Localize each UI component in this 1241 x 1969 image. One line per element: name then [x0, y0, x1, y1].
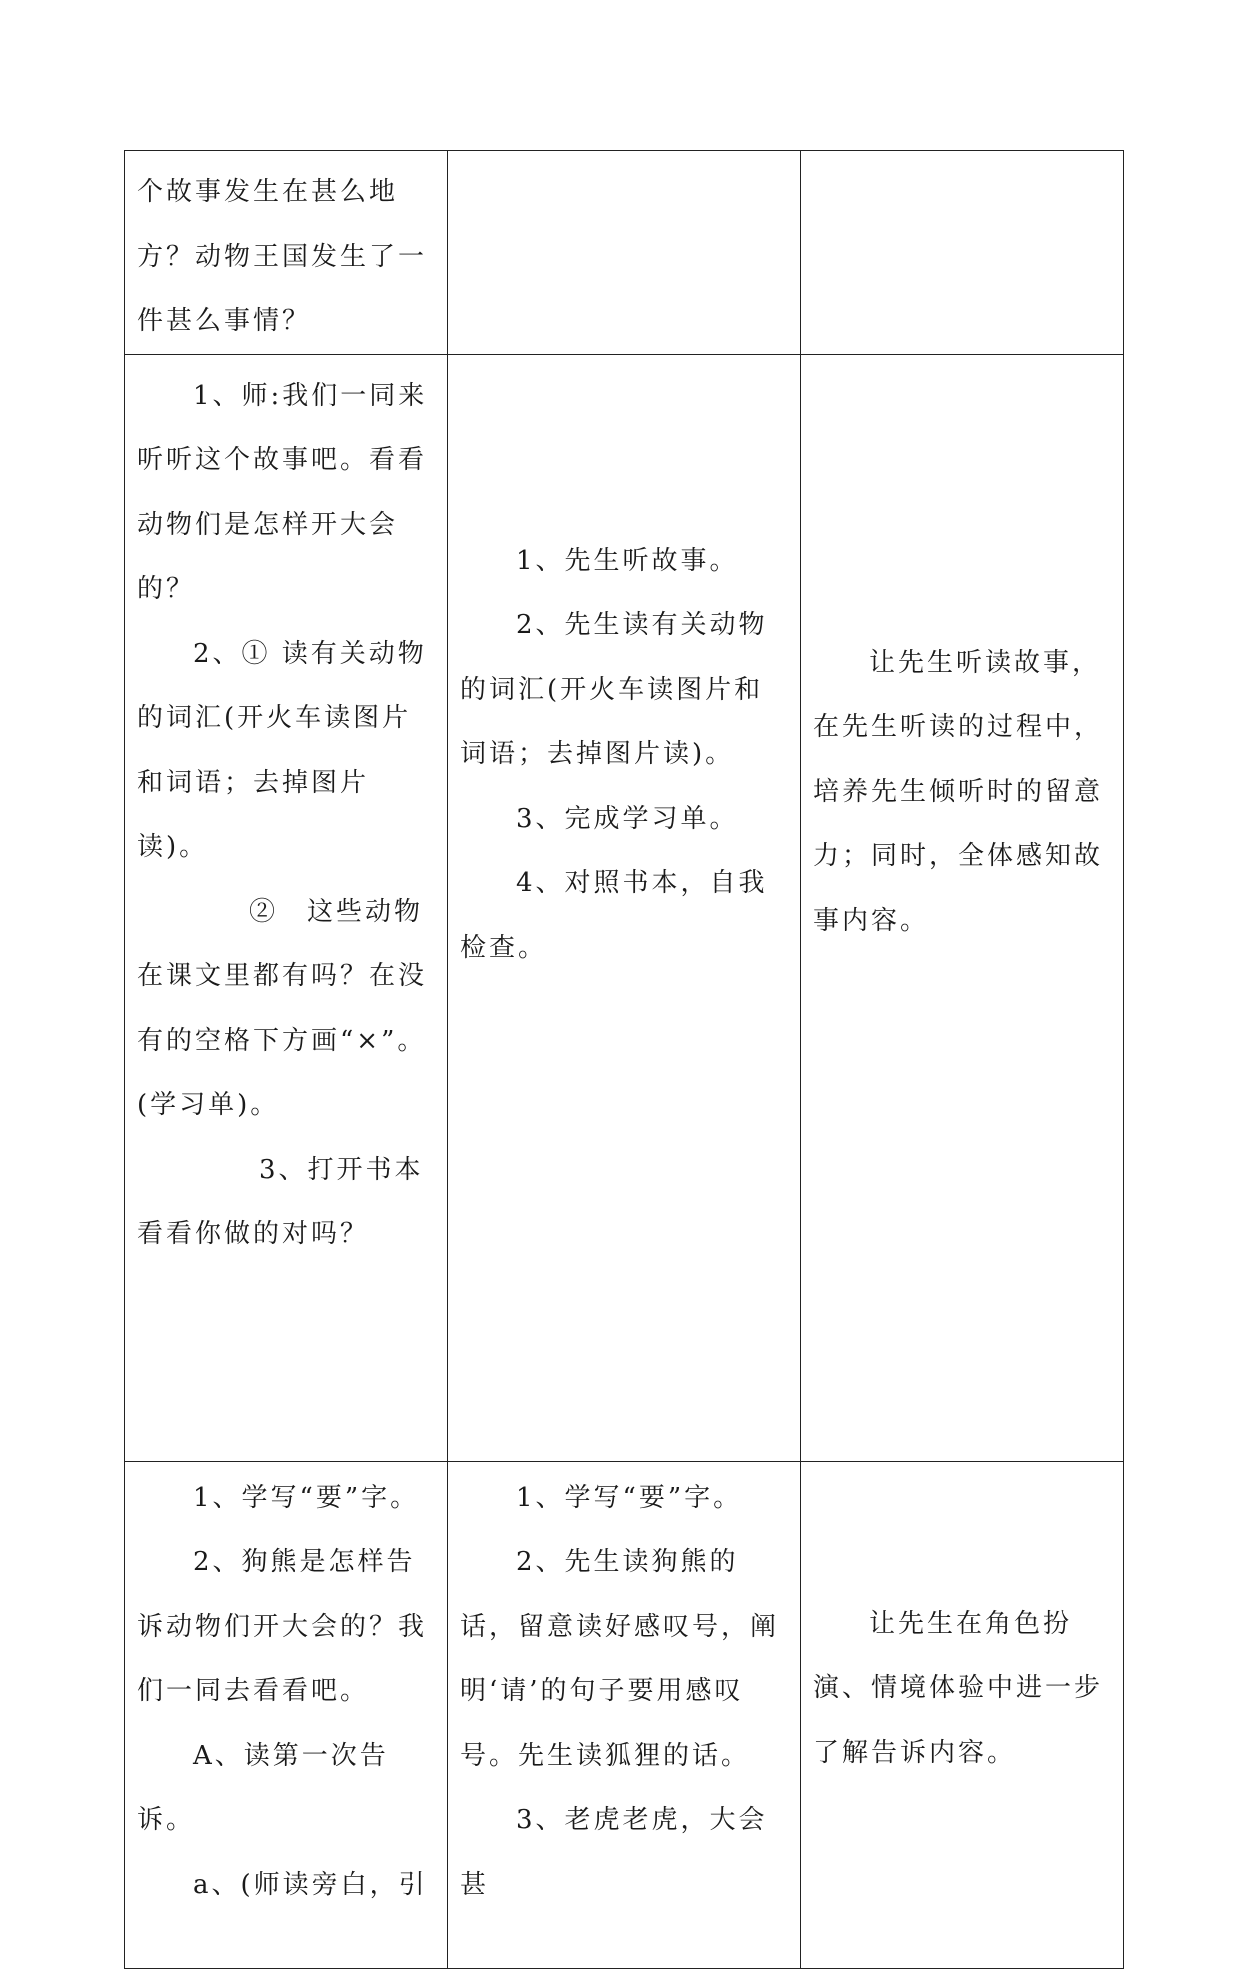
- paragraph: 4、对照书本，自我检查。: [460, 868, 768, 963]
- student-activity-cell: [448, 151, 801, 355]
- paragraph: 2、先生读有关动物的词汇(开火车读图片和词语；去掉图片读)。: [460, 610, 768, 769]
- paragraph: 3、完成学习单。: [516, 803, 739, 834]
- paragraph: 2、先生读狗熊的话，留意读好感叹号，阐明‘请’的句子要用感叹号。先生读狐狸的话。: [460, 1547, 780, 1771]
- teacher-activity-cell: [125, 354, 448, 1461]
- paragraph: 3、老虎老虎，大会甚: [460, 1805, 768, 1900]
- design-intent-cell: [801, 1461, 1124, 1968]
- design-intent-cell: [801, 151, 1124, 355]
- lesson-plan-table: [124, 150, 1124, 1969]
- student-activity-cell: [448, 1461, 801, 1968]
- paragraph: A、读第一次告诉。: [137, 1740, 389, 1835]
- table-row: [125, 354, 1124, 1461]
- paragraph: 1、学写“要”字。: [516, 1482, 743, 1513]
- paragraph: 1、师:我们一同来听听这个故事吧。看看动物们是怎样开大会的？: [137, 380, 428, 604]
- paragraph: 2、狗熊是怎样告诉动物们开大会的？我们一同去看看吧。: [137, 1547, 428, 1706]
- teacher-activity-cell: [125, 151, 448, 355]
- paragraph: 让先生在角色扮演、情境体验中进一步了解告诉内容。: [813, 1608, 1104, 1768]
- design-intent-cell: [801, 354, 1124, 1461]
- teacher-activity-cell: [125, 1461, 448, 1968]
- paragraph: 1、学写“要”字。: [193, 1482, 420, 1513]
- paragraph: a、(师读旁白，引: [193, 1869, 428, 1900]
- table-row: [125, 1461, 1124, 1968]
- paragraph: 2、① 读有关动物的词汇(开火车读图片和词语；去掉图片读)。: [137, 638, 427, 862]
- paragraph: 3、打开书本看看你做的对吗？: [137, 1154, 424, 1249]
- paragraph: 个故事发生在甚么地方？动物王国发生了一件甚么事情？: [137, 177, 428, 336]
- paragraph: 让先生听读故事，在先生听读的过程中，培养先生倾听时的留意力；同时，全体感知故事内容。: [813, 647, 1104, 936]
- paragraph: ② 这些动物在课文里都有吗？在没有的空格下方画“×”。(学习单)。: [137, 896, 428, 1120]
- paragraph: 1、先生听故事。: [516, 545, 739, 576]
- table-row: [125, 151, 1124, 355]
- student-activity-cell: [448, 354, 801, 1461]
